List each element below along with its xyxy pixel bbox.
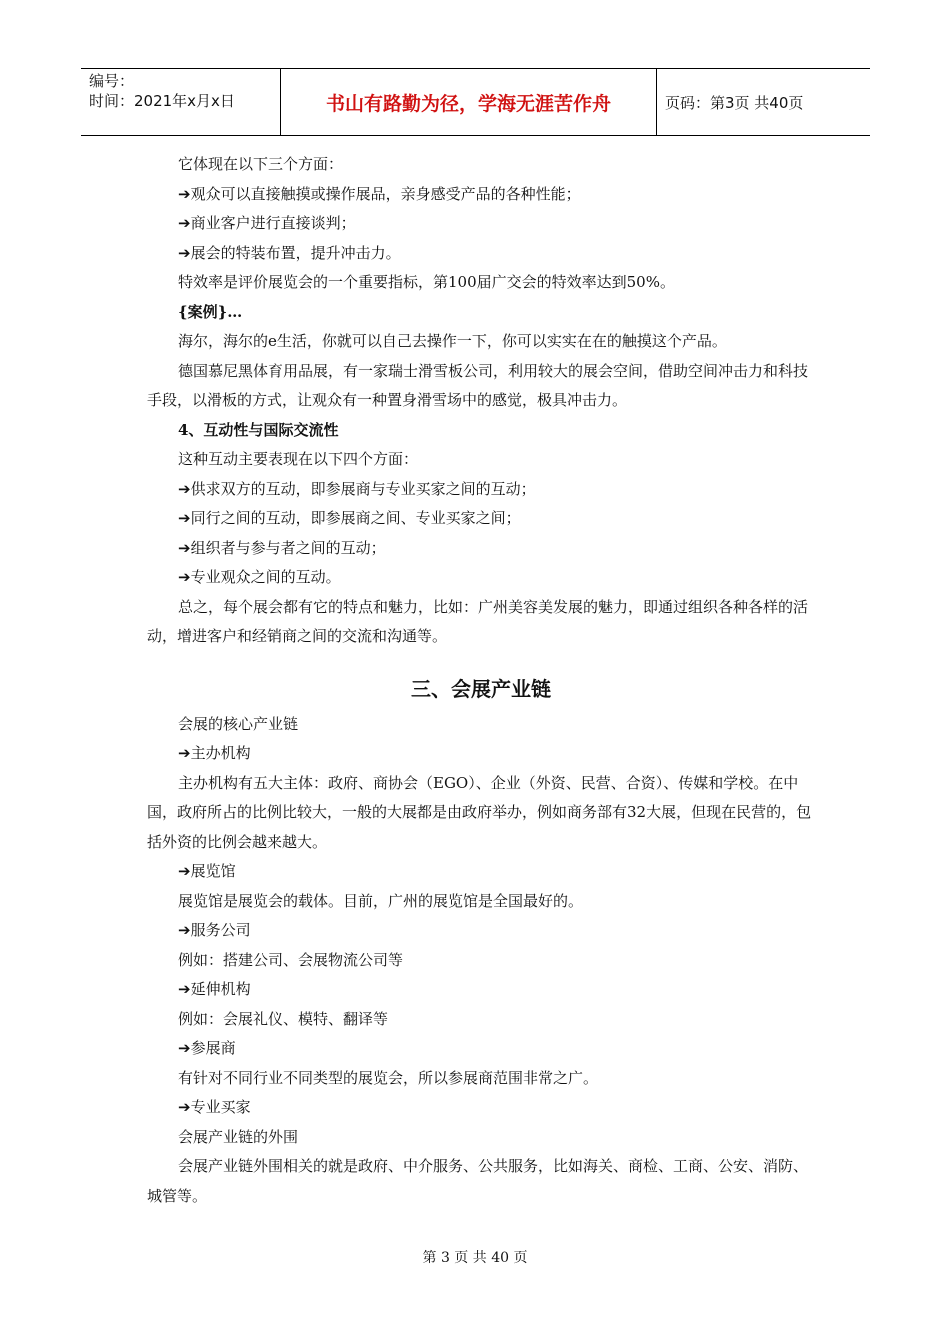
arrow-list-item bbox=[147, 739, 815, 769]
list-item-text: 专业买家 bbox=[190, 1098, 251, 1116]
list-item-text: 同行之间的互动，即参展商之间、专业买家之间； bbox=[190, 509, 521, 527]
list-item-text: 服务公司 bbox=[190, 921, 251, 939]
page-header bbox=[81, 68, 870, 136]
page-info: 页码：第3页 共40页 bbox=[665, 93, 804, 112]
page-footer: 第 3 页 共 40 页 bbox=[422, 1250, 528, 1266]
paragraph: 它体现在以下三个方面： bbox=[178, 155, 344, 173]
arrow-list-item bbox=[147, 534, 815, 564]
section-heading: 三、会展产业链 bbox=[411, 676, 551, 701]
paragraph: 展览馆是展览会的载体。目前，广州的展览馆是全国最好的。 bbox=[178, 891, 584, 910]
list-item-text: 延伸机构 bbox=[190, 980, 251, 998]
header-left-cell bbox=[81, 69, 281, 135]
arrow-right-icon: ➔ bbox=[178, 744, 191, 762]
paragraph: 海尔，海尔的e生活，你就可以自己去操作一下，你可以实实在在的触摸这个产品。 bbox=[178, 332, 727, 350]
arrow-list-item bbox=[147, 239, 815, 269]
arrow-right-icon: ➔ bbox=[178, 1098, 191, 1116]
paragraph: 特效率是评价展览会的一个重要指标，第100届广交会的特效率达到50%。 bbox=[178, 273, 675, 291]
paragraph: 会展产业链外围相关的就是政府、中介服务、公共服务，比如海关、商检、工商、公安、消防、城管等。 bbox=[147, 1157, 809, 1205]
arrow-right-icon: ➔ bbox=[178, 184, 191, 203]
arrow-list-item bbox=[147, 857, 815, 887]
arrow-right-icon: ➔ bbox=[178, 243, 191, 262]
paragraph: 例如：会展礼仪、模特、翻译等 bbox=[178, 1009, 389, 1028]
arrow-right-icon: ➔ bbox=[178, 921, 191, 939]
arrow-list-item bbox=[147, 1093, 815, 1123]
paragraph: 会展产业链的外围 bbox=[178, 1127, 299, 1146]
arrow-list-item bbox=[147, 1034, 815, 1064]
paragraph: 这种互动主要表现在以下四个方面： bbox=[178, 450, 419, 468]
subheading: 4、互动性与国际交流性 bbox=[178, 420, 339, 439]
paragraph: 德国慕尼黑体育用品展，有一家瑞士滑雪板公司，利用较大的展会空间，借助空间冲击力和科技手段，以滑板的方式，让观众有一种置身滑雪场中的感觉，极具冲击力。 bbox=[147, 361, 809, 409]
subheading: {案例}… bbox=[178, 302, 243, 321]
list-item-text: 专业观众之间的互动。 bbox=[190, 568, 341, 586]
arrow-right-icon: ➔ bbox=[178, 980, 191, 998]
paragraph: 有针对不同行业不同类型的展览会，所以参展商范围非常之广。 bbox=[178, 1068, 599, 1087]
list-item-text: 主办机构 bbox=[190, 744, 251, 762]
arrow-right-icon: ➔ bbox=[178, 568, 191, 586]
motto: 书山有路勤为径，学海无涯苦作舟 bbox=[281, 69, 657, 135]
arrow-list-item bbox=[147, 504, 815, 534]
time-label: 时间：2021年x月x日 bbox=[89, 92, 235, 110]
list-item-text: 观众可以直接触摸或操作展品，亲身感受产品的各种性能； bbox=[190, 184, 581, 203]
list-item-text: 商业客户进行直接谈判； bbox=[190, 214, 356, 232]
arrow-right-icon: ➔ bbox=[178, 538, 191, 557]
arrow-right-icon: ➔ bbox=[178, 509, 191, 527]
list-item-text: 展览馆 bbox=[190, 862, 236, 880]
arrow-right-icon: ➔ bbox=[178, 1039, 191, 1057]
paragraph: 总之，每个展会都有它的特点和魅力，比如：广州美容美发展的魅力，即通过组织各种各样的活动，增进客户和经销商之间的交流和沟通等。 bbox=[147, 597, 809, 645]
arrow-list-item bbox=[147, 209, 815, 239]
list-item-text: 供求双方的互动，即参展商与专业买家之间的互动； bbox=[190, 479, 536, 498]
arrow-list-item bbox=[147, 975, 815, 1005]
arrow-list-item bbox=[147, 475, 815, 505]
arrow-right-icon: ➔ bbox=[178, 214, 191, 232]
list-item-text: 参展商 bbox=[190, 1039, 236, 1057]
paragraph: 例如：搭建公司、会展物流公司等 bbox=[178, 950, 404, 969]
arrow-right-icon: ➔ bbox=[178, 862, 191, 880]
arrow-list-item bbox=[147, 180, 815, 210]
list-item-text: 展会的特装布置，提升冲击力。 bbox=[190, 243, 401, 262]
paragraph: 主办机构有五大主体：政府、商协会（EGO）、企业（外资、民营、合资）、传媒和学校。在中国，政府所占的比例比较大，一般的大展都是由政府举办，例如商务部有32大展，但现在民营的，包括外资的比例会越来越大。 bbox=[147, 773, 812, 851]
list-item-text: 组织者与参与者之间的互动； bbox=[190, 538, 386, 557]
arrow-list-item bbox=[147, 916, 815, 946]
arrow-right-icon: ➔ bbox=[178, 479, 191, 498]
number-label: 编号： bbox=[89, 72, 135, 90]
arrow-list-item bbox=[147, 563, 815, 593]
paragraph: 会展的核心产业链 bbox=[178, 714, 299, 733]
document-body bbox=[147, 150, 815, 1211]
